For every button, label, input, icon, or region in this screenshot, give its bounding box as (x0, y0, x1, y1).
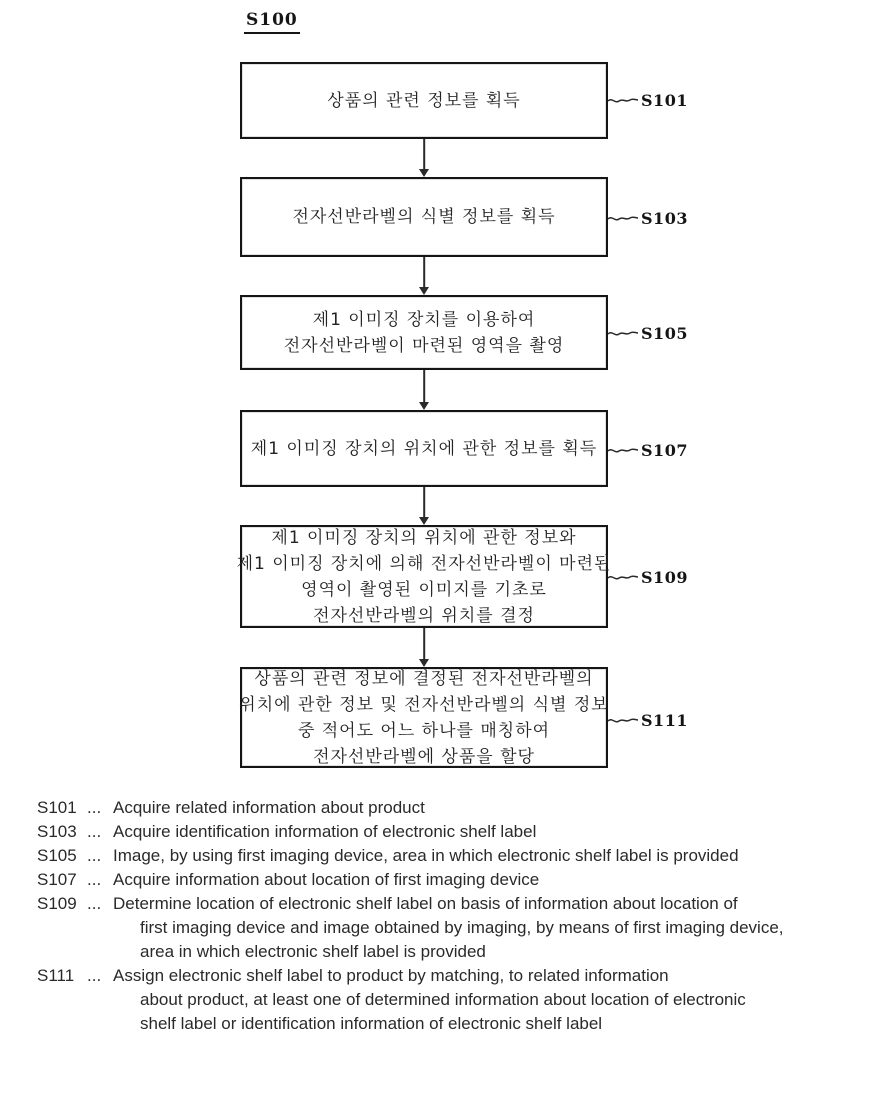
reference-text (113, 892, 867, 964)
flow-box-s111 (240, 667, 608, 768)
flow-arrow-down (418, 370, 430, 410)
reference-text-line: shelf label or identification information of electronic shelf label (140, 1014, 603, 1033)
reference-id: S105 (37, 846, 77, 865)
reference-separator: ... (87, 870, 102, 889)
reference-text-line: about product, at least one of determined information about location of electronic (140, 990, 746, 1009)
flow-box-text-line: 전자선반라벨이 마련된 영역을 촬영 (283, 335, 565, 356)
flow-box-text-line: 전자선반라벨의 식별 정보를 획득 (292, 207, 556, 227)
flow-box-text-line: 제1 이미징 장치의 위치에 관한 정보와 (271, 527, 577, 548)
arrowhead-icon (419, 402, 429, 410)
arrowhead-icon (419, 169, 429, 177)
arrowhead-icon (419, 287, 429, 295)
reference-entry-s111 (37, 964, 867, 1036)
reference-id: S107 (37, 870, 77, 889)
flow-box-text-line: 영역이 촬영된 이미지를 기초로 (301, 579, 547, 600)
lead-line (608, 212, 638, 224)
arrow-shaft (423, 628, 425, 661)
flow-arrow-down (418, 139, 430, 177)
reference-text-line: Assign electronic shelf label to product by matching, to related information (113, 966, 669, 985)
reference-id: S101 (37, 798, 77, 817)
flow-box-text-line: 상품의 관련 정보를 획득 (327, 90, 521, 111)
reference-id: S109 (37, 894, 77, 913)
flow-arrow-down (418, 257, 430, 295)
flow-box-s101 (240, 62, 608, 139)
reference-text (113, 868, 867, 892)
step-label-s105: S105 (641, 324, 688, 343)
reference-text-line: Acquire information about location of first imaging device (113, 870, 540, 889)
reference-text-line: area in which electronic shelf label is provided (140, 942, 486, 961)
flow-box-s105 (240, 295, 608, 370)
arrowhead-icon (419, 517, 429, 525)
flow-arrow-down (418, 628, 430, 667)
reference-text-line: first imaging device and image obtained by imaging, by means of first imaging device, (140, 918, 784, 937)
arrow-shaft (423, 487, 425, 519)
flow-box-s109 (236, 525, 612, 628)
flow-arrow-down (418, 487, 430, 525)
step-label-s109: S109 (641, 568, 688, 587)
flow-box-text-line: 중 적어도 어느 하나를 매칭하여 (297, 720, 551, 741)
reference-separator: ... (87, 822, 102, 841)
figure-title: S100 (244, 10, 300, 34)
reference-text (113, 964, 867, 1036)
step-label-s111: S111 (641, 711, 688, 730)
reference-id: S111 (37, 966, 75, 985)
reference-text-line: Image, by using first imaging device, area in which electronic shelf label is provided (113, 846, 739, 865)
reference-text (113, 796, 867, 820)
reference-separator: ... (87, 846, 102, 865)
reference-entry-s107 (37, 868, 867, 892)
arrow-shaft (423, 257, 425, 289)
reference-text-line: Determine location of electronic shelf label on basis of information about location of (113, 894, 738, 913)
reference-id: S103 (37, 822, 77, 841)
flow-box-s107 (240, 410, 608, 487)
step-label-s103: S103 (641, 209, 688, 228)
step-label-s101: S101 (641, 91, 688, 110)
flow-box-s103 (240, 177, 608, 257)
arrow-shaft (423, 139, 425, 171)
reference-list (37, 796, 867, 1036)
lead-line (608, 571, 638, 583)
reference-text-line: Acquire identification information of electronic shelf label (113, 822, 537, 841)
step-label-s107: S107 (641, 441, 688, 460)
reference-separator: ... (87, 798, 102, 817)
flow-box-text-line: 제1 이미징 장치의 위치에 관한 정보를 획득 (250, 438, 598, 459)
reference-text (113, 844, 867, 868)
reference-text (113, 820, 867, 844)
lead-line (608, 444, 638, 456)
lead-line (608, 714, 638, 726)
flow-box-text-line: 전자선반라벨에 상품을 할당 (313, 746, 535, 767)
arrow-shaft (423, 370, 425, 404)
reference-entry-s109 (37, 892, 867, 964)
reference-separator: ... (87, 966, 102, 985)
reference-separator: ... (87, 894, 102, 913)
flow-box-text-line: 제1 이미징 장치에 의해 전자선반라벨이 마련된 (236, 553, 612, 574)
lead-line (608, 94, 638, 106)
flow-box-text-line: 전자선반라벨의 위치를 결정 (313, 605, 535, 626)
arrowhead-icon (419, 659, 429, 667)
reference-text-line: Acquire related information about product (113, 798, 425, 817)
flow-box-text-line: 위치에 관한 정보 및 전자선반라벨의 식별 정보 (239, 694, 609, 715)
reference-entry-s105 (37, 844, 867, 868)
reference-entry-s103 (37, 820, 867, 844)
reference-entry-s101 (37, 796, 867, 820)
flow-box-text-line: 제1 이미징 장치를 이용하여 (312, 309, 536, 330)
lead-line (608, 327, 638, 339)
flow-box-text-line: 상품의 관련 정보에 결정된 전자선반라벨의 (254, 668, 594, 689)
